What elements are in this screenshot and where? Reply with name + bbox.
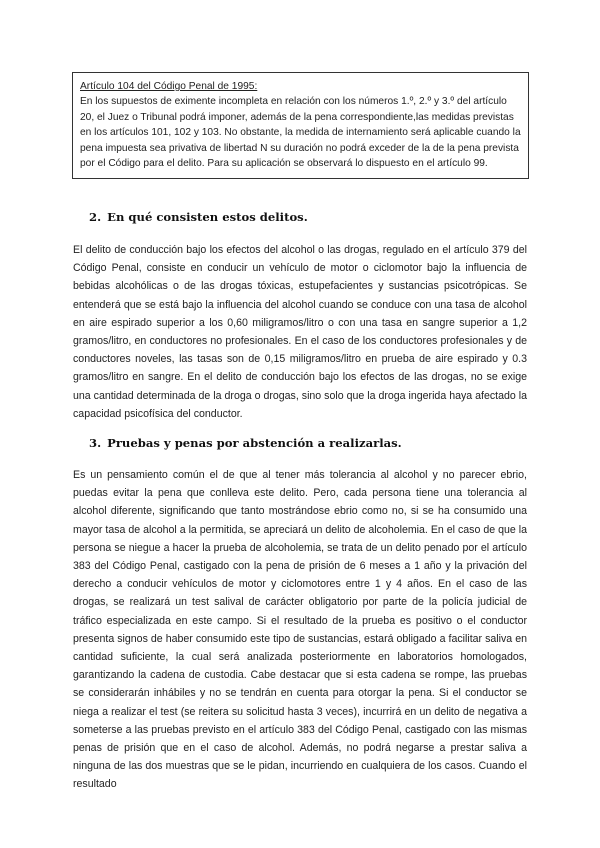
section-2-paragraph: El delito de conducción bajo los efectos del alcohol o las drogas, regulado en el artículo 379 del Código Penal, consiste en conducir un vehículo de motor o ciclomotor bajo la influencia de bebidas alcohólicas o de las drogas tóxicas, estupefacientes y sustancias psicotrópicas. Se entenderá que se está bajo la influencia del alcohol cuando se conduce con una tasa de alcohol en aire espirado superior a los 0,60 miligramos/litro o con una tasa en sangre superior a 1,2 gramos/litro, en conductores no profesionales. En el caso de los conductores profesionales y de conductores noveles, las tasas son de 0,15 miligramos/litro en prueba de aire espirado y 0.3 gramos/litro en sangre. En el delito de conducción bajo los efectos de las drogas, no se exige una cantidad determinada de la droga o drogas, sino solo que la droga ingerida haya afectado la capacidad psicofísica del conductor. [73, 244, 527, 420]
section-2-number: 2. [89, 210, 102, 224]
section-2-title: En qué consisten estos delitos. [107, 210, 308, 224]
quote-title: Artículo 104 del Código Penal de 1995: [80, 81, 258, 92]
section-3-title: Pruebas y penas por abstención a realizarlas. [107, 436, 402, 450]
section-3-paragraph: Es un pensamiento común el de que al tener más tolerancia al alcohol y no parecer ebrio, puedas evitar la pena que conlleva este delito. Pero, cada persona tiene una tolerancia al alcohol diferente, significando que tanto mostrándose ebrio como no, si se ha consumido una mayor tasa de alcohol a la permitida, se apreciará un delito de alcoholemia. En el caso de que la persona se niegue a hacer la prueba de alcoholemia, se trata de un delito penado por el artículo 383 del Código Penal, castigado con la pena de prisión de 6 meses a 1 año y la privación del derecho a conducir vehículos de motor y ciclomotores entre 1 y 4 años. En el caso de las drogas, se realizará un test salival de carácter obligatorio por parte de la policía judicial de tráfico especializada en este campo. Si el resultado de la prueba es positivo o el conductor presenta signos de haber consumido este tipo de sustancias, estará obligado a facilitar saliva en cantidad suficiente, la cual será analizada posteriormente en laboratorios homologados, garantizando la cadena de custodia. Cabe destacar que si esta cadena se rompe, las pruebas se considerarán inhábiles y no se tendrán en cuenta para otorgar la pena. Si el conductor se niega a realizar el test (se reitera su solicitud hasta 3 veces), incurrirá en un delito de negativa a someterse a las pruebas previsto en el artículo 383 del Código Penal, castigado con las mismas penas de prisión que en el caso de alcohol. Además, no podrá negarse a prestar saliva a ninguna de las dos muestras que se le pidan, incurriendo en cualquiera de los casos. Cuando el resultado [73, 469, 527, 791]
section-2-heading [89, 210, 308, 224]
section-3-number: 3. [89, 436, 102, 450]
section-3-heading [89, 436, 402, 450]
legal-quote-box [72, 72, 529, 179]
quote-body: En los supuestos de eximente incompleta en relación con los números 1.º, 2.º y 3.º del artículo 20, el Juez o Tribunal podrá imponer, además de la pena correspondiente,las medidas previstas en los artículos 101, 102 y 103. No obstante, la medida de internamiento será aplicable cuando la pena impuesta sea privativa de libertad N su duración no podrá exceder de la de la pena prevista por el Código para el delito. Para su aplicación se observará lo dispuesto en el artículo 99. [80, 96, 521, 170]
